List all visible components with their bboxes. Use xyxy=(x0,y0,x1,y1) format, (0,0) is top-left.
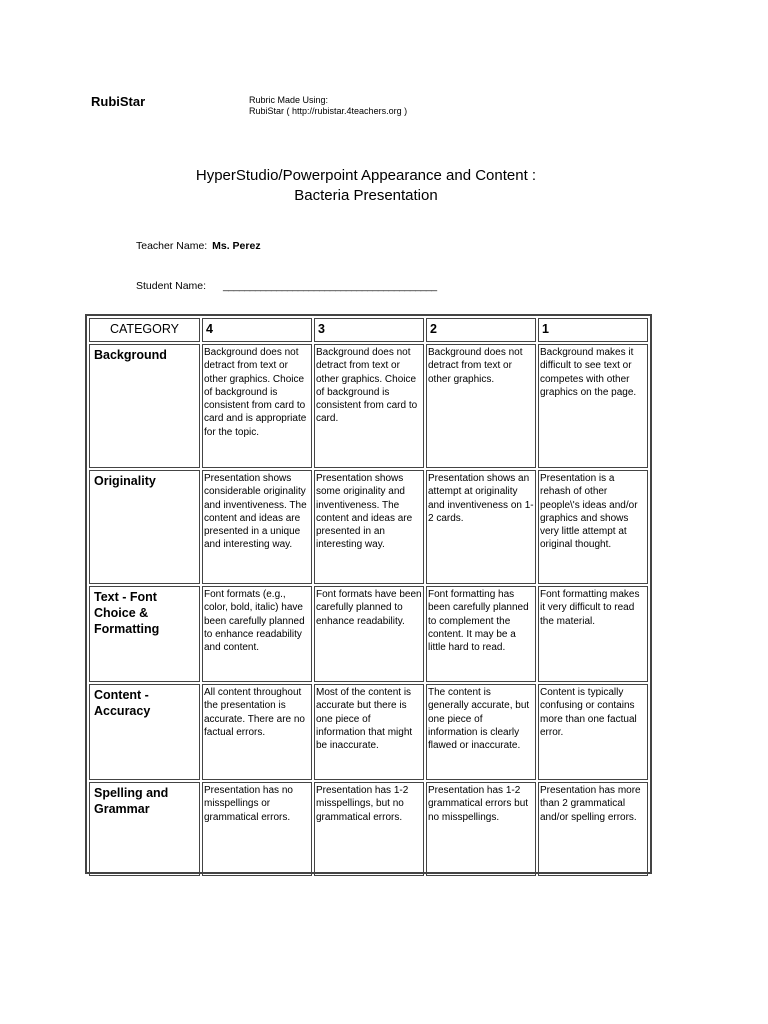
column-header-score: 1 xyxy=(538,318,648,342)
table-cell: Background does not detract from text or other graphics. xyxy=(426,344,536,468)
title-line2: Bacteria Presentation xyxy=(294,187,438,204)
table-cell: Background does not detract from text or other graphics. Choice of background is consistent from card to card and is appropriate for the topic. xyxy=(202,344,312,468)
teacher-name: Ms. Perez xyxy=(212,240,261,252)
table-cell: Presentation shows some originality and inventiveness. The content and ideas are presented in an interesting way. xyxy=(314,470,424,584)
title-line1: HyperStudio/Powerpoint Appearance and Content : xyxy=(195,167,537,184)
table-cell: Font formats (e.g., color, bold, italic) have been carefully planned to enhance readability and content. xyxy=(202,586,312,682)
table-cell: Presentation shows considerable originality and inventiveness. The content and ideas are presented in a unique and interesting way. xyxy=(202,470,312,584)
student-name-line xyxy=(136,280,437,292)
table-cell: Font formatting has been carefully planned to complement the content. It may be a little hard to read. xyxy=(426,586,536,682)
student-name-blank: ________________________________________ xyxy=(222,280,437,292)
rubric-table xyxy=(87,316,650,878)
table-row xyxy=(89,782,648,876)
made-using-line1: Rubric Made Using: xyxy=(249,95,329,105)
student-label: Student Name: xyxy=(136,280,207,292)
table-cell: Font formatting makes it very difficult to read the material. xyxy=(538,586,648,682)
table-cell: Presentation has no misspellings or grammatical errors. xyxy=(202,782,312,876)
table-row xyxy=(89,684,648,780)
table-cell: Presentation is a rehash of other people\'s ideas and/or graphics and shows very little attempt at original thought. xyxy=(538,470,648,584)
table-cell: Presentation has 1-2 grammatical errors but no misspellings. xyxy=(426,782,536,876)
table-row xyxy=(89,586,648,682)
table-cell: Background does not detract from text or other graphics. Choice of background is consistent from card to card. xyxy=(314,344,424,468)
table-cell: Presentation has more than 2 grammatical and/or spelling errors. xyxy=(538,782,648,876)
made-using-note xyxy=(249,95,407,117)
row-category: Spelling and Grammar xyxy=(89,782,200,876)
table-cell: Presentation has 1-2 misspellings, but no grammatical errors. xyxy=(314,782,424,876)
column-header-category: CATEGORY xyxy=(89,318,200,342)
column-header-score: 3 xyxy=(314,318,424,342)
table-cell: Font formats have been carefully planned to enhance readability. xyxy=(314,586,424,682)
table-cell: The content is generally accurate, but one piece of information is clearly flawed or inaccurate. xyxy=(426,684,536,780)
row-category: Content - Accuracy xyxy=(89,684,200,780)
brand-title: RubiStar xyxy=(91,94,146,109)
column-header-score: 2 xyxy=(426,318,536,342)
table-cell: Content is typically confusing or contains more than one factual error. xyxy=(538,684,648,780)
teacher-label: Teacher Name: xyxy=(136,240,208,252)
row-category: Text - Font Choice & Formatting xyxy=(89,586,200,682)
row-category: Originality xyxy=(89,470,200,584)
made-using-line2: RubiStar ( http://rubistar.4teachers.org ) xyxy=(249,106,408,116)
row-category: Background xyxy=(89,344,200,468)
page-title xyxy=(0,166,732,206)
table-row xyxy=(89,470,648,584)
table-row xyxy=(89,344,648,468)
table-header-row xyxy=(89,318,648,342)
table-cell: All content throughout the presentation is accurate. There are no factual errors. xyxy=(202,684,312,780)
table-cell: Presentation shows an attempt at originality and inventiveness on 1-2 cards. xyxy=(426,470,536,584)
table-cell: Most of the content is accurate but there is one piece of information that might be inaccurate. xyxy=(314,684,424,780)
column-header-score: 4 xyxy=(202,318,312,342)
teacher-name-line xyxy=(136,240,261,252)
table-cell: Background makes it difficult to see text or competes with other graphics on the page. xyxy=(538,344,648,468)
rubric-table-frame xyxy=(85,314,652,874)
